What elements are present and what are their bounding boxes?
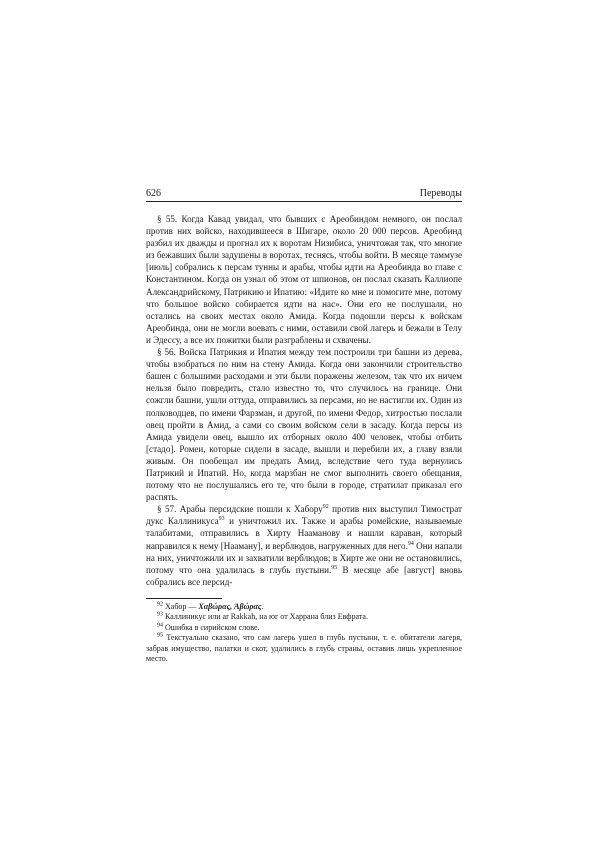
footnote-divider: [146, 598, 222, 599]
footnote-95: [146, 633, 462, 664]
footnote-94: [146, 623, 462, 633]
footnote-92: [146, 602, 462, 612]
paragraph-57-text: против них выступил Тимострат дукс Каллиникуса: [146, 504, 462, 527]
paragraph-55: § 55. Когда Кавад увидал, что бывших с Ареобиндом немного, он послал против них войско, находившееся в Шигаре, около 20 000 персов. Ареобинд разбил их дважды и прогнал их к воротам Низибиса, уничтожая так, что многие из бежавших были задушены в воротах, теснясь, чтобы войти. В месяце таммузе [июль] собрались к персам тунны и арабы, чтобы идти на Ареобинда во главе с Константином. Когда он узнал об этом от шпионов, он послал сказать Каллиопе Александрийскому, Патрикию и Ипатию: «Идите ко мне и помогите мне, потому что большое войско собирается идти на нас». Они его не послушали, но остались на своих местах около Амида. Когда подошли персы к войскам Ареобинда, они не могли воевать с ними, оставили свой лагерь и бежали в Телу и Эдессу, а все их пожитки были разграблены и схвачены.: [146, 214, 462, 345]
footnote-number: 93: [157, 611, 163, 618]
footnote-number: 94: [157, 622, 163, 629]
paragraph-57-text: В месяце абе [август] вновь собрались все персид-: [146, 564, 463, 587]
page-number: 626: [146, 188, 161, 199]
footnote-ref: 94: [407, 540, 414, 547]
footnote-ref: 95: [331, 564, 338, 571]
paragraph-57-text: § 57. Арабы персидские пошли к Хабору: [157, 504, 323, 515]
footnote-text: .: [261, 601, 264, 611]
section-title: Переводы: [419, 188, 462, 199]
footnote-text: Каллиникус или ar Rakkah, на юг от Харрана близ Евфрата.: [163, 612, 368, 622]
footnote-number: 95: [157, 632, 163, 639]
footnote-text: Текстуально сказано, что сам лагерь ушел в глубь пустыни, т. е. обитатели лагеря, забрав имущество, палатки и скот, удалились в глубь страны, оставив лишь укрепленное место.: [146, 633, 462, 663]
paragraph-57-text: Они напали на них, уничтожили их и захватили верблюдов; в Хирте же они не остановились, потому что она удалилась в глубь пустыни.: [146, 540, 462, 575]
book-page: [146, 188, 462, 664]
footnote-ref: 93: [218, 516, 225, 523]
footnote-text: Ошибка в сирийском слове.: [163, 622, 260, 632]
paragraph-57-text: и уничтожил их. Также и арабы ромейские, называемые талабитами, отправились в Хирту Нааманову и нашли караван, который направился к нему [Нааману], и верблюдов, нагруженных для него.: [146, 516, 462, 551]
running-head: [146, 188, 462, 202]
footnote-ref: 92: [322, 504, 329, 511]
footnote-number: 92: [157, 601, 163, 608]
footnote-text: Хабор —: [163, 601, 199, 611]
footnotes: [146, 602, 462, 664]
main-text: [146, 213, 462, 588]
paragraph-57: [146, 503, 462, 588]
footnote-93: [146, 612, 462, 622]
footnote-greek-term: Χαβώρας, Ἀβώρας: [198, 601, 262, 611]
paragraph-56: § 56. Войска Патрикия и Ипатия между тем построили три башни из дерева, чтобы взобраться по ним на стену Амида. Когда они закончили строительство башен с большими расходами и эти были поражены железом, так что их ничем нельзя было повредить, стало известно то, что случилось на границе. Они сожгли башни, ушли оттуда, отправились за персами, но не настигли их. Один из полководцев, по имени Фарзман, и другой, по имени Федор, хитростью послали овец пройти в Амид, а сами со своим войском сели в засаду. Когда персы из Амида увидели овец, вышло их отборных около 400 человек, чтобы отбить [стадо]. Ромеи, которые сидели в засаде, вышли и перебили их, а главу взяли живым. Он пообещал им предать Амид, вследствие чего туда вернулись Патрикий и Ипатий. Но, когда марзбан не смог выполнить своего обещания, потому что не послушались его те, что были в городе, стратилат приказал его распять.: [146, 347, 462, 503]
